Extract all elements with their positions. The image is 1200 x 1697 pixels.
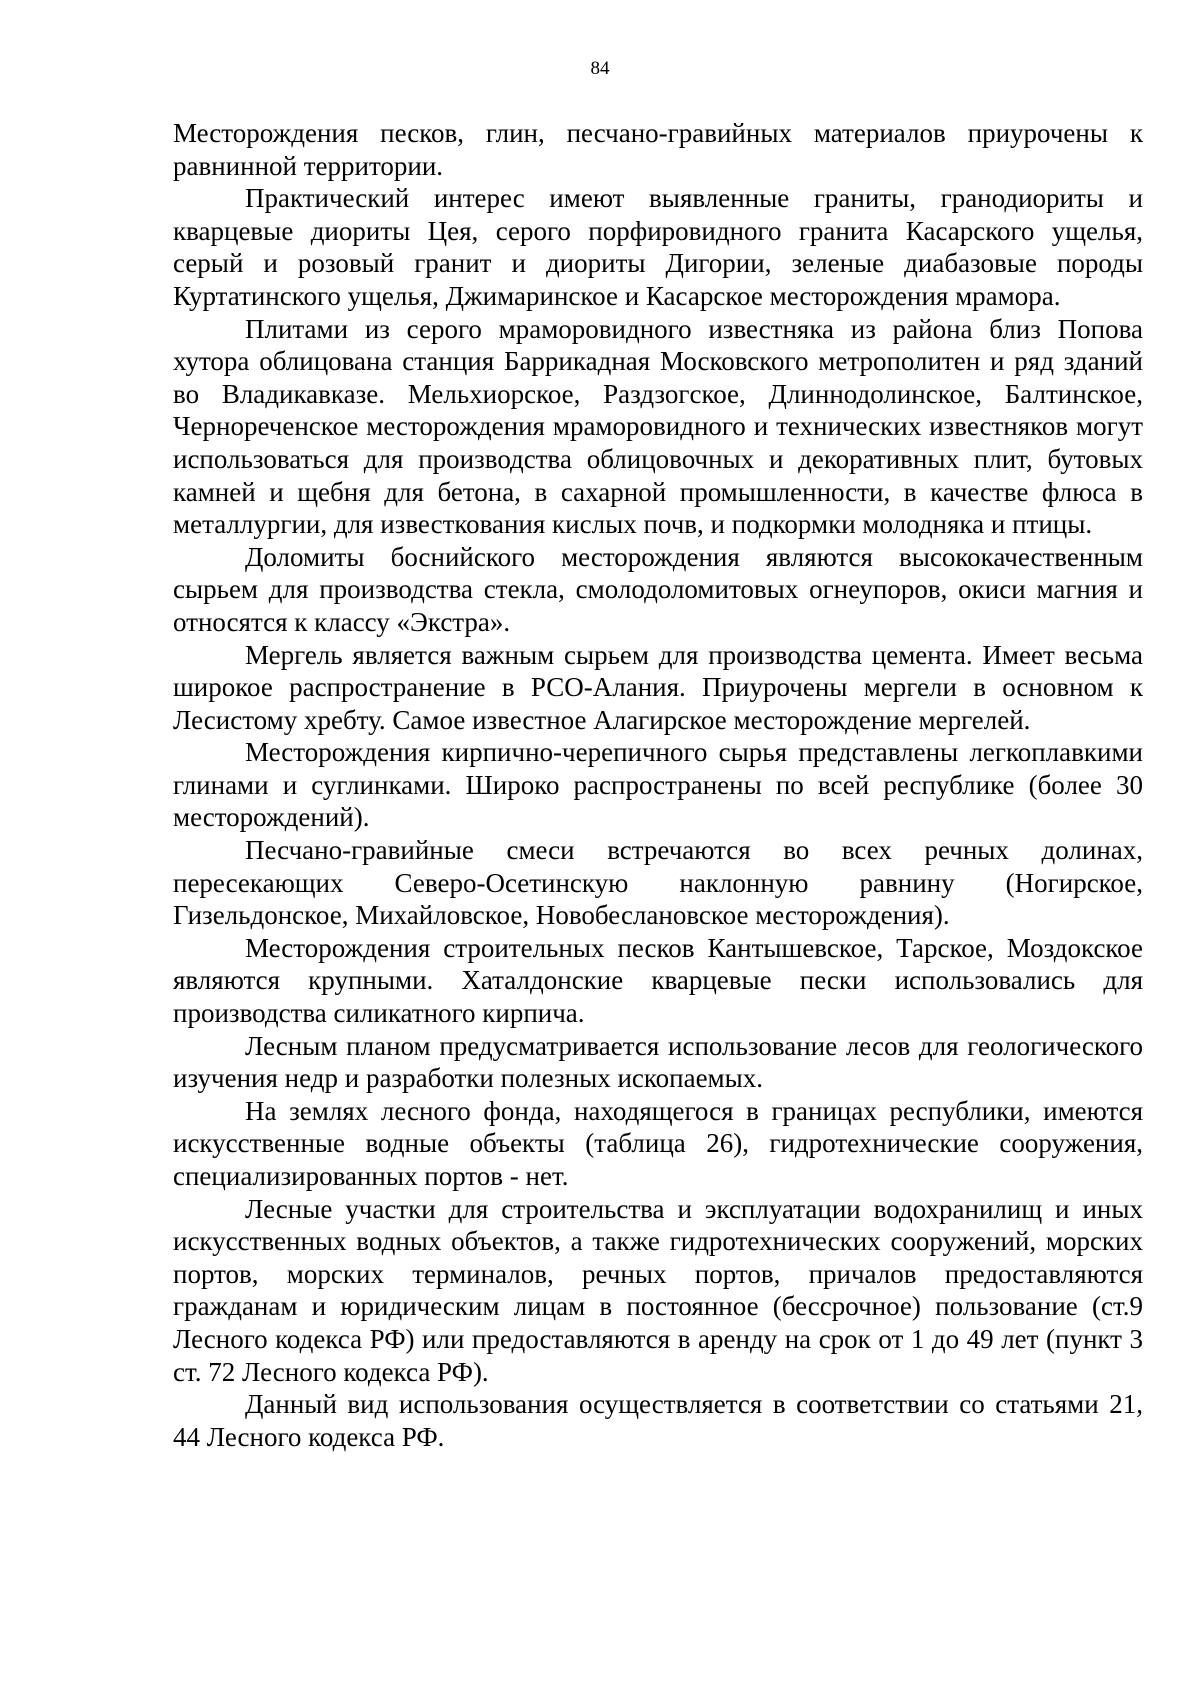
paragraph: Месторождения кирпично-черепичного сырья представлены легкоплавкими глинами и суглинками. Широко распространены по всей республике (более 30 месторождений). (173, 737, 1143, 833)
paragraph: Данный вид использования осуществляется в соответствии со статьями 21, 44 Лесного кодекса РФ. (173, 1389, 1143, 1452)
paragraph: Мергель является важным сырьем для производства цемента. Имеет весьма широкое распространение в РСО-Алания. Приурочены мергели в основном к Лесистому хребту. Самое известное Алагирское месторождение мергелей. (173, 639, 1143, 735)
paragraph: Практический интерес имеют выявленные граниты, гранодиориты и кварцевые диориты Цея, серого порфировидного гранита Касарского ущелья, серый и розовый гранит и диориты Дигории, зеленые диабазовые породы Куртатинского ущелья, Джимаринское и Касарское месторождения мрамора. (173, 183, 1143, 311)
paragraph: Лесным планом предусматривается использование лесов для геологического изучения недр и разработки полезных ископаемых. (173, 1030, 1143, 1094)
paragraph: Плитами из серого мраморовидного известняка из района близ Попова хутора облицована станция Баррикадная Московского метрополитен и ряд зданий во Владикавказе. Мельхиорское, Раздзогское, Длиннодолинское, Балтинское, Чернореченское месторождения мраморовидного и технических известняков могут использоваться для производства облицовочных и декоративных плит, бутовых камней и щебня для бетона, в сахарной промышленности, в качестве флюса в металлургии, для известкования кислых почв, и подкормки молодняка и птицы. (173, 313, 1143, 540)
paragraph: Месторождения строительных песков Кантышевское, Тарское, Моздокское являются крупными. Хаталдонские кварцевые пески использовались для производства силикатного кирпича. (173, 932, 1143, 1029)
paragraph: Месторождения песков, глин, песчано-гравийных материалов приурочены к равнинной территории. (173, 118, 1143, 181)
body-text (173, 117, 1143, 1453)
page-number: 84 (590, 58, 610, 79)
paragraph: Доломиты боснийского месторождения являются высококачественным сырьем для производства стекла, смолодоломитовых огнеупоров, окиси магния и относятся к классу «Экстра». (173, 541, 1143, 637)
paragraph: Лесные участки для строительства и эксплуатации водохранилищ и иных искусственных водных объектов, а также гидротехнических сооружений, морских портов, морских терминалов, речных портов, причалов предоставляются гражданам и юридическим лицам в постоянное (бессрочное) пользование (ст.9 Лесного кодекса РФ) или предоставляются в аренду на срок от 1 до 49 лет (пункт 3 ст. 72 Лесного кодекса РФ). (173, 1193, 1143, 1387)
paragraph: На землях лесного фонда, находящегося в границах республики, имеются искусственные водные объекты (таблица 26), гидротехнические сооружения, специализированных портов - нет. (173, 1095, 1143, 1191)
paragraph: Песчано-гравийные смеси встречаются во всех речных долинах, пересекающих Северо-Осетинскую наклонную равнину (Ногирское, Гизельдонское, Михайловское, Новобеслановское месторождения). (173, 835, 1143, 931)
